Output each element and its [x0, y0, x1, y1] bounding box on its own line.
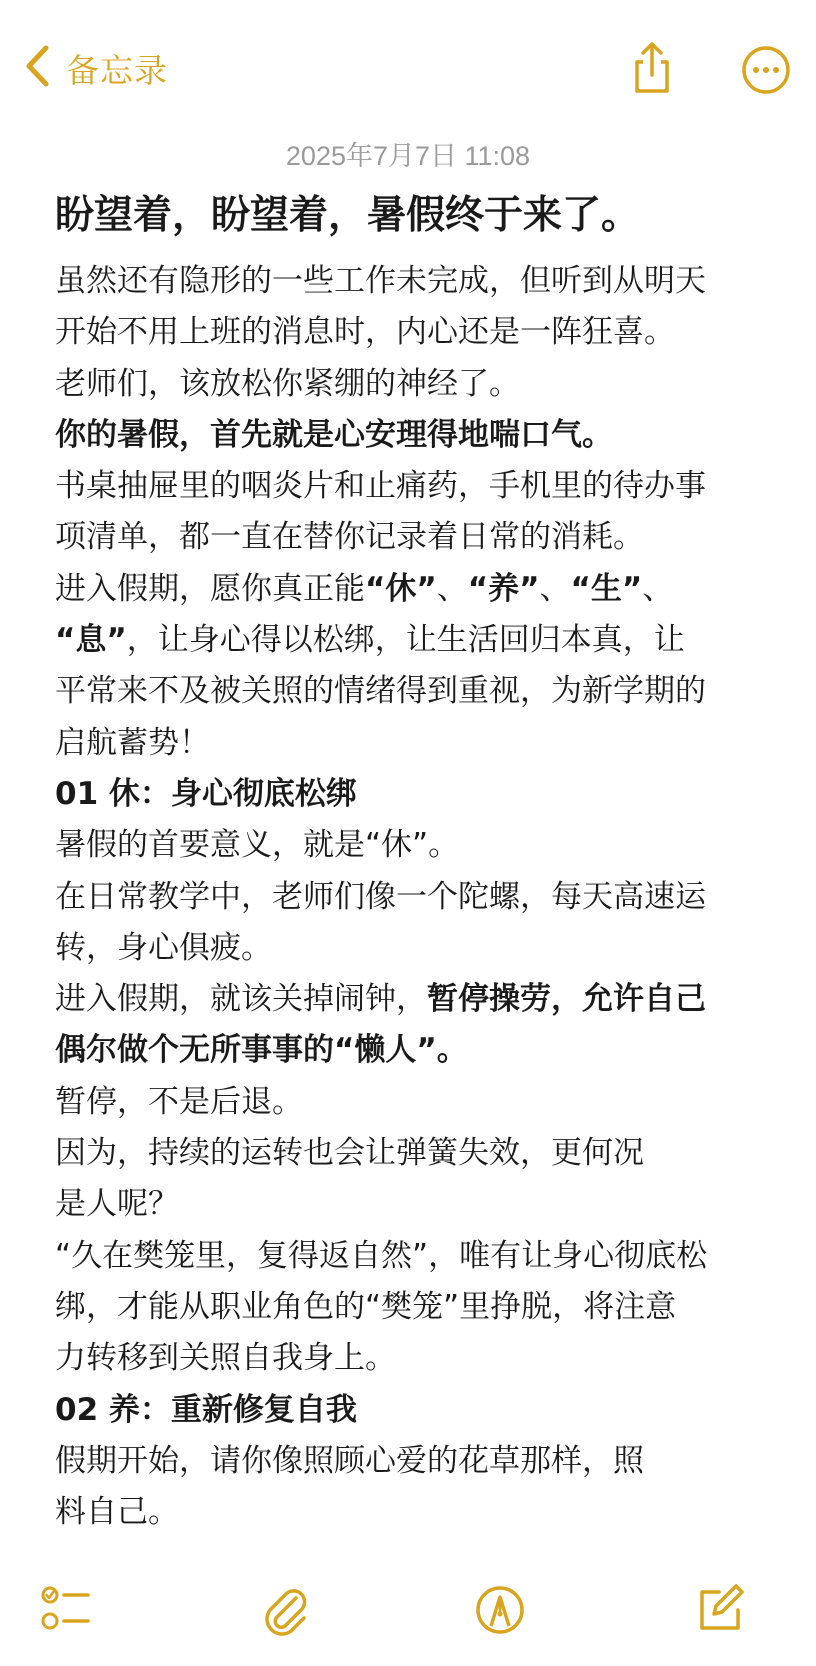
note-line	[55, 1385, 785, 1436]
note-date: 2025年7月7日 11:08	[285, 141, 531, 171]
note-line	[55, 1025, 785, 1076]
note-text-segment: 老师们，该放松你紧绷的神经了。	[55, 365, 520, 402]
note-text-segment: 在日常教学中，老师们像一个陀螺，每天高速运	[55, 878, 706, 915]
navigation-bar	[0, 0, 816, 130]
checklist-button[interactable]	[38, 1580, 94, 1636]
note-text-segment: “生”	[570, 570, 643, 607]
note-line	[55, 564, 785, 615]
share-icon	[628, 81, 676, 100]
note-text-segment: “养”	[467, 570, 540, 607]
note-text-segment: 启航蓄势！	[55, 724, 210, 761]
checklist-icon	[38, 1621, 94, 1640]
bottom-toolbar	[0, 1580, 816, 1650]
note-title: 盼望着，盼望着，暑假终于来了。	[55, 193, 641, 238]
note-line	[55, 410, 785, 461]
chevron-left-icon	[22, 44, 52, 92]
note-line	[55, 820, 785, 871]
note-text-segment: ，让身心得以松绑，让生活回归本真，让	[126, 622, 685, 659]
note-line	[55, 1487, 785, 1538]
note-text-segment: 虽然还有隐形的一些工作未完成，但听到从明天	[55, 263, 706, 299]
note-line	[55, 923, 785, 974]
note-text-segment: 绑，才能从职业角色的“樊笼”里挣脱，将注意	[55, 1288, 677, 1325]
note-text-segment: 你的暑假，首先就是心安理得地喘口气。	[55, 416, 613, 453]
note-text-segment: 暂停，不是后退。	[55, 1083, 303, 1120]
note-text-segment: 进入假期，愿你真正能	[55, 570, 365, 607]
attachment-button[interactable]	[258, 1582, 314, 1638]
note-text-segment: 项清单，都一直在替你记录着日常的消耗。	[55, 519, 644, 556]
note-text-segment: 01 休：身心彻底松绑	[55, 775, 357, 812]
note-text-segment: “休”	[365, 570, 437, 607]
note-line	[55, 666, 785, 717]
note-text-segment: 力转移到关照自我身上。	[55, 1340, 396, 1377]
note-text-segment: 书桌抽屉里的咽炎片和止痛药，手机里的待办事	[55, 468, 706, 505]
note-text-segment: 、	[539, 570, 571, 607]
note-text-segment: 暂停操劳，允许自己	[427, 981, 706, 1018]
attachment-icon	[258, 1623, 314, 1642]
note-text-segment: 转，身心俱疲。	[55, 929, 272, 966]
note-text-segment: 、	[642, 570, 674, 607]
note-text-segment: 开始不用上班的消息时，内心还是一阵狂喜。	[55, 314, 675, 351]
note-line	[55, 1128, 785, 1179]
note-line	[55, 1179, 785, 1230]
note-text-segment: 因为，持续的运转也会让弹簧失效，更何况	[55, 1135, 644, 1172]
note-text-segment: 假期开始，请你像照顾心爱的花草那样，照	[55, 1442, 644, 1479]
note-line	[55, 359, 785, 410]
more-button[interactable]	[740, 44, 792, 96]
note-line	[55, 769, 785, 820]
note-line	[55, 307, 785, 358]
note-line	[55, 718, 785, 769]
note-line	[55, 615, 785, 666]
note-line	[55, 1333, 785, 1384]
note-text-segment: 是人呢？	[55, 1186, 179, 1223]
note-text-segment: 02 养：重新修复自我	[55, 1391, 357, 1428]
note-text-segment: 偶尔做个无所事事的“懒人”。	[55, 1032, 468, 1069]
note-text-segment: “久在樊笼里，复得返自然”，唯有让身心彻底松	[55, 1237, 708, 1274]
note-line	[55, 1282, 785, 1333]
note-line	[55, 1231, 785, 1282]
note-line	[55, 461, 785, 512]
note-line	[55, 512, 785, 563]
note-line	[55, 974, 785, 1025]
note-text-segment: 进入假期，就该关掉闹钟，	[55, 981, 427, 1018]
note-line	[55, 256, 785, 307]
note-line	[55, 1077, 785, 1128]
markup-button[interactable]	[472, 1582, 528, 1638]
back-button[interactable]	[22, 40, 168, 96]
note-line	[55, 1436, 785, 1487]
share-button[interactable]	[628, 40, 676, 96]
note-text-segment: 、	[436, 570, 468, 607]
note-text-segment: 料自己。	[55, 1494, 179, 1531]
note-lines	[55, 256, 785, 1538]
note-text-segment: 暑假的首要意义，就是“休”。	[55, 827, 460, 864]
more-icon	[740, 81, 792, 100]
note-line	[55, 872, 785, 923]
compose-icon	[692, 1621, 748, 1640]
markup-icon	[472, 1623, 528, 1642]
compose-button[interactable]	[692, 1580, 748, 1636]
note-text-segment: 平常来不及被关照的情绪得到重视，为新学期的	[55, 673, 706, 710]
note-text-segment: “息”	[55, 622, 127, 659]
back-label: 备忘录	[66, 50, 168, 90]
note-body[interactable]	[55, 188, 785, 1538]
